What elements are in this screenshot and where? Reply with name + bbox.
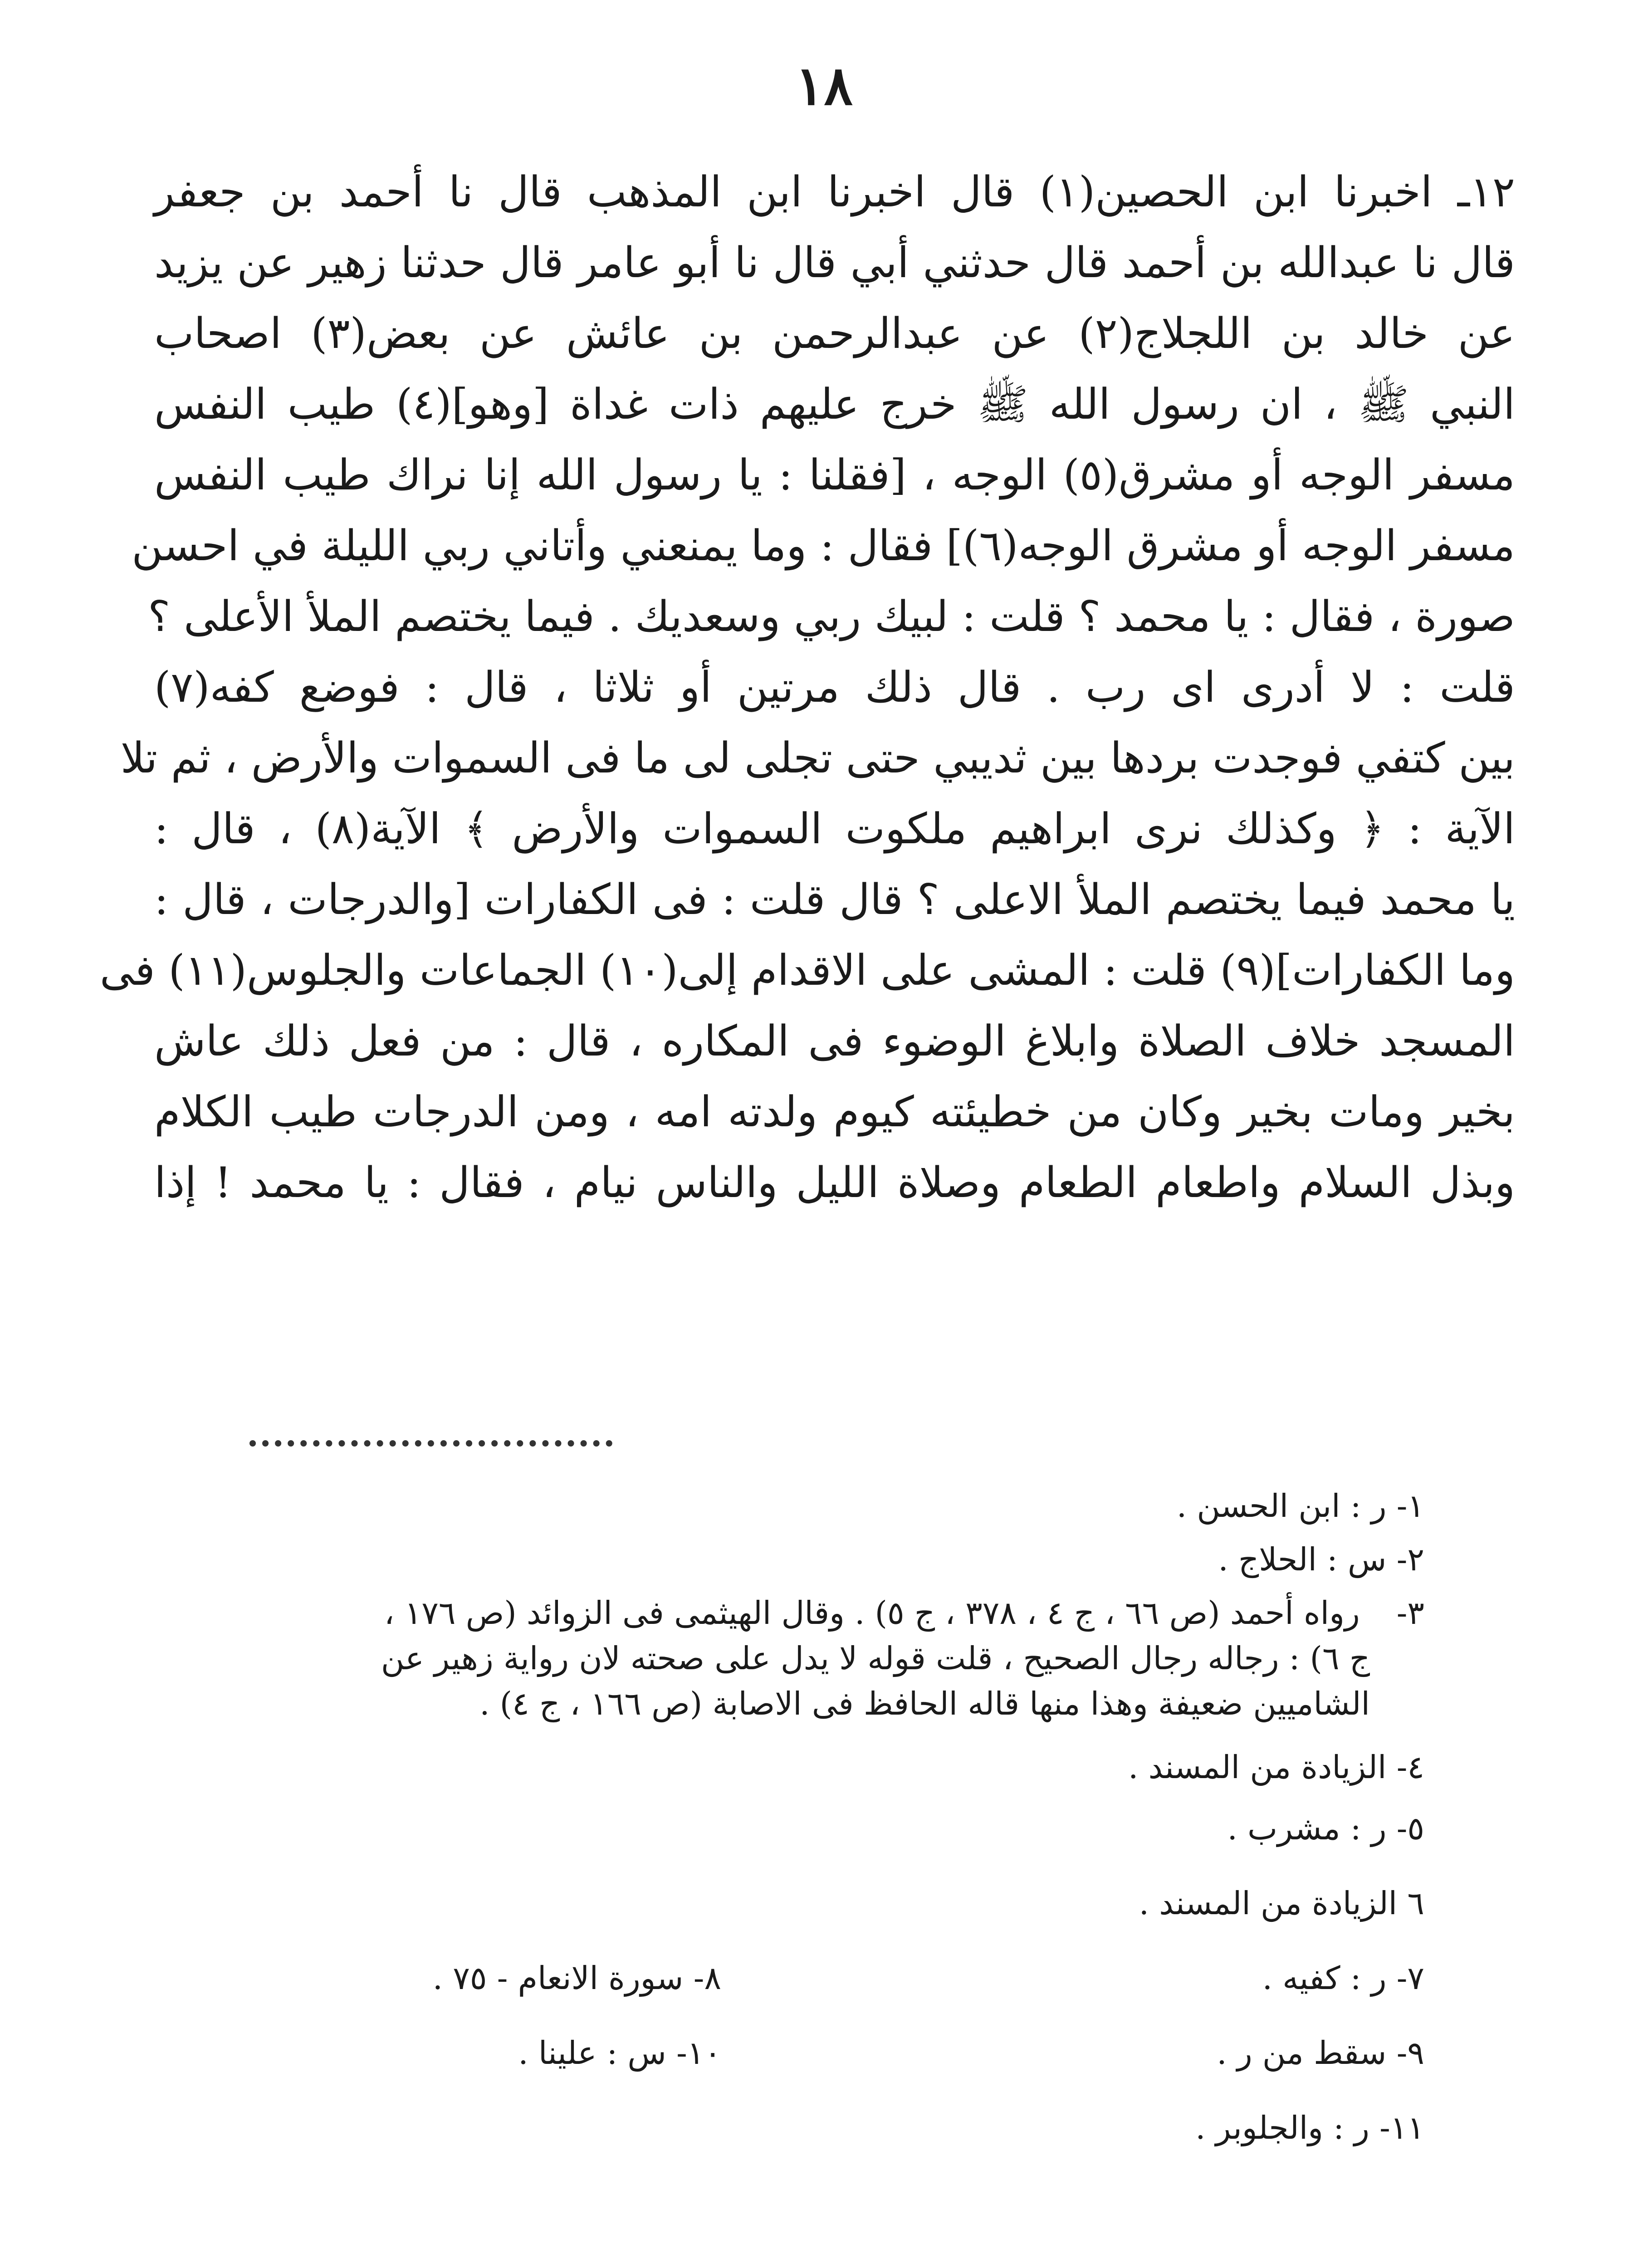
footnote-7: [1262, 1955, 1424, 2001]
text-line-8: قلت : لا أدرى اى رب . قال ذلك مرتين أو ثلاثا ، قال : فوضع كفه(٧): [154, 663, 1515, 712]
text-line-5: مسفر الوجه أو مشرق(٥) الوجه ، [فقلنا : يا رسول الله إنا نراك طيب النفس: [154, 450, 1515, 499]
footnote-number: ٨-: [693, 1960, 721, 1997]
footnote-number: ٥-: [1396, 1810, 1424, 1847]
text-line-15: وبذل السلام واطعام الطعام وصلاة الليل والناس نيام ، فقال : يا محمد ! إذا: [154, 1158, 1515, 1207]
text-line-4: النبي ﷺ ، ان رسول الله ﷺ خرج عليهم ذات غداة [وهو](٤) طيب النفس: [154, 380, 1515, 429]
footnote-number: ١٠-: [676, 2034, 721, 2072]
text-line-9: بين كتفي فوجدت بردها بين ثديبي حتى تجلى لى ما فى السموات والأرض ، ثم تلا: [120, 733, 1515, 782]
footnote-11: [154, 2105, 1424, 2159]
footnote-row-7-8: [154, 1955, 1424, 2030]
footnote-text-continued: الشاميين ضعيفة وهذا منها قاله الحافظ فى الاصابة (ص ١٦٦ ، ج ٤) .: [479, 1685, 1370, 1722]
main-text-body: [99, 156, 1515, 1218]
footnote-row-9-10: [154, 2030, 1424, 2105]
footnote-number: ٦: [1407, 1885, 1424, 1922]
footnote-5: [154, 1806, 1424, 1881]
footnote-text: س : الحلاج .: [1218, 1541, 1387, 1578]
footnote-text: سقط من ر .: [1217, 2034, 1387, 2072]
text-line-10: الآية : ﴿ وكذلك نرى ابراهيم ملكوت السموات والأرض ﴾ الآية(٨) ، قال :: [154, 804, 1515, 853]
footnote-4: [154, 1731, 1424, 1806]
footnote-9: [1217, 2030, 1424, 2076]
footnote-1: [154, 1483, 1424, 1537]
footnote-text: ر : ابن الحسن .: [1176, 1487, 1387, 1525]
footnote-number: ٧-: [1396, 1960, 1424, 1997]
footnote-6: [154, 1881, 1424, 1955]
footnote-text: سورة الانعام - ٧٥ .: [432, 1960, 684, 1997]
footnote-number: ١١-: [1379, 2109, 1424, 2146]
footnote-text: الزيادة من المسند .: [1128, 1749, 1387, 1786]
footnote-text: رواه أحمد (ص ٦٦ ، ج ٤ ، ٣٧٨ ، ج ٥) . وقال الهيثمى فى الزوائد (ص ١٧٦ ،: [384, 1594, 1360, 1632]
text-line-12: وما الكفارات](٩) قلت : المشى على الاقدام إلى(١٠) الجماعات والجلوس(١١) فى: [99, 946, 1515, 995]
footnote-text: ر : والجلوبر .: [1195, 2109, 1369, 2146]
footnote-text-continued: ج ٦) : رجاله رجال الصحيح ، قلت قوله لا يدل على صحته لان رواية زهير عن: [381, 1640, 1370, 1677]
text-line-13: المسجد خلاف الصلاة وابلاغ الوضوء فى المكاره ، قال : من فعل ذلك عاش: [154, 1017, 1515, 1066]
footnote-8: [433, 1955, 721, 2001]
footnotes: [154, 1483, 1424, 2159]
text-line-2: قال نا عبدالله بن أحمد قال حدثني أبي قال نا أبو عامر قال حدثنا زهير عن يزيد: [154, 238, 1515, 287]
footnote-number: ٩-: [1396, 2034, 1424, 2072]
text-line-3: عن خالد بن اللجلاج(٢) عن عبدالرحمن بن عائش عن بعض(٣) اصحاب: [154, 309, 1515, 358]
footnote-text: الزيادة من المسند .: [1139, 1885, 1398, 1922]
text-line-1: ١٢ـ اخبرنا ابن الحصين(١) قال اخبرنا ابن المذهب قال نا أحمد بن جعفر: [154, 167, 1515, 216]
footnote-10: [518, 2030, 721, 2076]
footnote-text: س : علينا .: [518, 2034, 666, 2072]
text-line-6: مسفر الوجه أو مشرق الوجه(٦)] فقال : وما يمنعني وأتاني ربي الليلة في احسن: [132, 521, 1515, 570]
text-line-7: صورة ، فقال : يا محمد ؟ قلت : لبيك ربي وسعديك . فيما يختصم الملأ الأعلى ؟: [148, 592, 1515, 641]
footnote-text: ر : مشرب .: [1227, 1810, 1387, 1847]
footnote-separator: [249, 1440, 612, 1447]
footnote-number: ٣-: [1396, 1594, 1424, 1632]
footnote-number: ١-: [1396, 1487, 1424, 1525]
footnote-2: [154, 1537, 1424, 1590]
text-line-11: يا محمد فيما يختصم الملأ الاعلى ؟ قال قلت : فى الكفارات [والدرجات ، قال :: [154, 875, 1515, 924]
page-number: ١٨: [795, 54, 853, 117]
footnote-number: ٤-: [1396, 1749, 1424, 1786]
footnote-text: ر : كفيه .: [1262, 1960, 1387, 1997]
footnote-number: ٢-: [1396, 1541, 1424, 1578]
text-line-14: بخير ومات بخير وكان من خطيئته كيوم ولدته امه ، ومن الدرجات طيب الكلام: [154, 1087, 1515, 1136]
footnote-3: [154, 1590, 1424, 1726]
